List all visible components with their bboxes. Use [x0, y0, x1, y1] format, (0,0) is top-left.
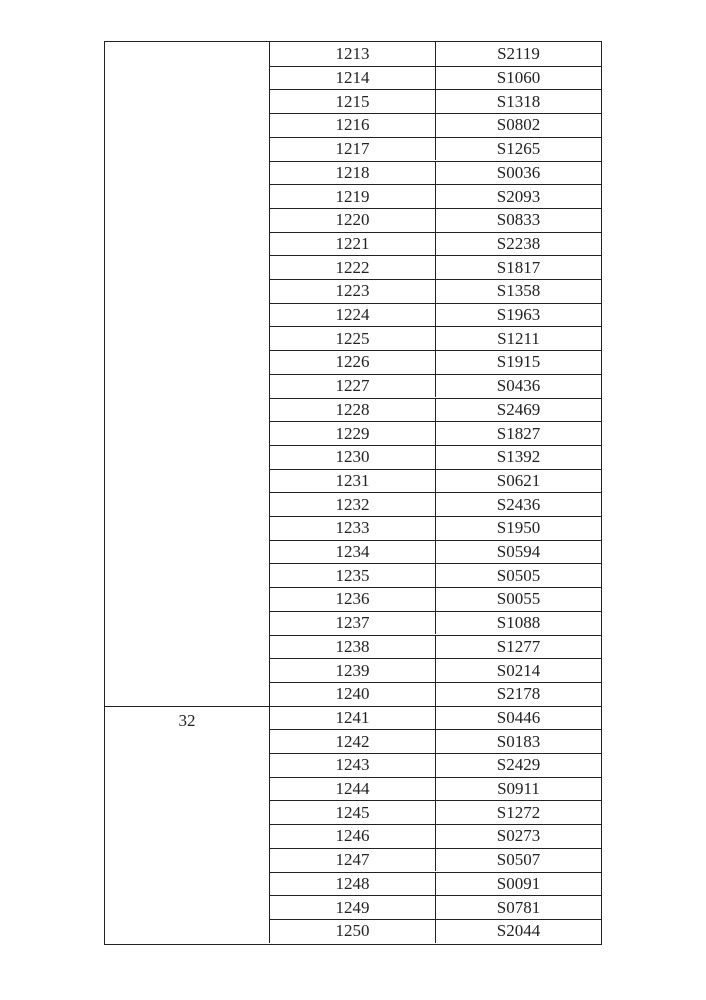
- table-row: [270, 326, 601, 350]
- table-row: [270, 113, 601, 137]
- row-code: S1827: [496, 423, 541, 443]
- row-code: S0833: [496, 210, 541, 230]
- table-row: [270, 208, 601, 232]
- row-code: S1963: [496, 305, 541, 325]
- assignment-table: [104, 41, 602, 945]
- row-code: S0802: [496, 115, 541, 135]
- table-row: [270, 492, 601, 516]
- table-row: [270, 255, 601, 279]
- row-code: S0214: [496, 660, 541, 680]
- table-row: [270, 232, 601, 256]
- row-code: S1915: [496, 352, 541, 372]
- row-number: 1226: [270, 351, 436, 374]
- row-code: S1211: [497, 328, 540, 348]
- row-code: S0507: [496, 850, 541, 870]
- row-number: 1230: [270, 446, 436, 469]
- row-code: S0273: [496, 826, 541, 846]
- row-number: 1241: [270, 707, 436, 730]
- row-code: S0594: [496, 542, 541, 562]
- table-row: [270, 374, 601, 398]
- table-row: [270, 729, 601, 753]
- row-number: 1220: [270, 209, 436, 232]
- table-row: [270, 753, 601, 777]
- table-row: [270, 540, 601, 564]
- row-code: S0091: [496, 873, 541, 893]
- row-number: 1242: [270, 730, 436, 753]
- group-cell: [105, 42, 270, 706]
- row-code: S1277: [496, 636, 541, 656]
- row-code: S1392: [496, 447, 541, 467]
- table-row: [270, 279, 601, 303]
- row-code: S0055: [496, 589, 541, 609]
- row-code: S0505: [496, 565, 541, 585]
- row-code: S2119: [497, 43, 540, 63]
- row-code: S1817: [496, 257, 541, 277]
- row-number: 1238: [270, 636, 436, 659]
- row-number: 1234: [270, 541, 436, 564]
- table-row: [270, 137, 601, 161]
- row-number: 1240: [270, 683, 436, 706]
- row-number: 1231: [270, 470, 436, 493]
- table-row: [270, 516, 601, 540]
- table-row: [270, 66, 601, 90]
- table-row: [270, 303, 601, 327]
- row-number: 1215: [270, 90, 436, 113]
- row-number: 1223: [270, 280, 436, 303]
- row-code: S2436: [496, 494, 541, 514]
- row-number: 1246: [270, 825, 436, 848]
- row-number: 1214: [270, 67, 436, 90]
- table-row: [270, 635, 601, 659]
- table-row: [270, 89, 601, 113]
- row-code: S0436: [496, 376, 541, 396]
- table-row: [270, 350, 601, 374]
- row-code: S1060: [496, 68, 541, 88]
- row-code: S0183: [496, 731, 541, 751]
- row-code: S2178: [496, 684, 541, 704]
- row-code: S2469: [496, 399, 541, 419]
- row-number: 1233: [270, 517, 436, 540]
- row-code: S1950: [496, 518, 541, 538]
- table-row: [270, 421, 601, 445]
- row-code: S0036: [496, 162, 541, 182]
- table-row: [270, 824, 601, 848]
- row-code: S2238: [496, 233, 541, 253]
- row-number: 1245: [270, 801, 436, 824]
- table-row: [270, 587, 601, 611]
- row-code: S2093: [496, 186, 541, 206]
- row-code: S2429: [496, 755, 541, 775]
- row-number: 1225: [270, 327, 436, 350]
- row-number: 1235: [270, 564, 436, 587]
- row-code: S0911: [497, 779, 540, 799]
- row-number: 1243: [270, 754, 436, 777]
- row-code: S0781: [496, 897, 541, 917]
- row-number: 1228: [270, 399, 436, 422]
- table-row: [270, 895, 601, 919]
- table-row: [270, 848, 601, 872]
- row-code: S1265: [496, 139, 541, 159]
- row-number: 1218: [270, 162, 436, 185]
- row-code: S1318: [496, 91, 541, 111]
- row-code: S2044: [496, 921, 541, 941]
- group-cell: [105, 706, 270, 943]
- table-row: [270, 800, 601, 824]
- row-number: 1249: [270, 896, 436, 919]
- table-row: [270, 919, 601, 943]
- row-code: S1358: [496, 281, 541, 301]
- table-row: [270, 872, 601, 896]
- row-number: 1248: [270, 873, 436, 896]
- row-code: S1088: [496, 613, 541, 633]
- table-row: [270, 42, 601, 66]
- table-row: [270, 563, 601, 587]
- row-number: 1236: [270, 588, 436, 611]
- row-number: 1237: [270, 612, 436, 635]
- table-row: [270, 445, 601, 469]
- group-label: 32: [178, 710, 196, 730]
- table-row: [270, 611, 601, 635]
- table-row: [270, 184, 601, 208]
- table-row: [270, 682, 601, 706]
- table-row: [270, 469, 601, 493]
- row-number: 1227: [270, 375, 436, 398]
- row-code: S0621: [496, 470, 541, 490]
- table-row: [270, 777, 601, 801]
- table-row: [270, 706, 601, 730]
- row-number: 1213: [270, 42, 436, 66]
- row-number: 1250: [270, 920, 436, 943]
- row-number: 1219: [270, 185, 436, 208]
- row-number: 1216: [270, 114, 436, 137]
- row-number: 1239: [270, 659, 436, 682]
- row-code: S1272: [496, 802, 541, 822]
- row-number: 1232: [270, 493, 436, 516]
- row-number: 1222: [270, 256, 436, 279]
- table-row: [270, 658, 601, 682]
- table-row: [270, 161, 601, 185]
- row-number: 1244: [270, 778, 436, 801]
- table-row: [270, 398, 601, 422]
- row-number: 1221: [270, 233, 436, 256]
- row-number: 1247: [270, 849, 436, 872]
- row-number: 1224: [270, 304, 436, 327]
- row-code: S0446: [496, 707, 541, 727]
- row-number: 1229: [270, 422, 436, 445]
- row-number: 1217: [270, 138, 436, 161]
